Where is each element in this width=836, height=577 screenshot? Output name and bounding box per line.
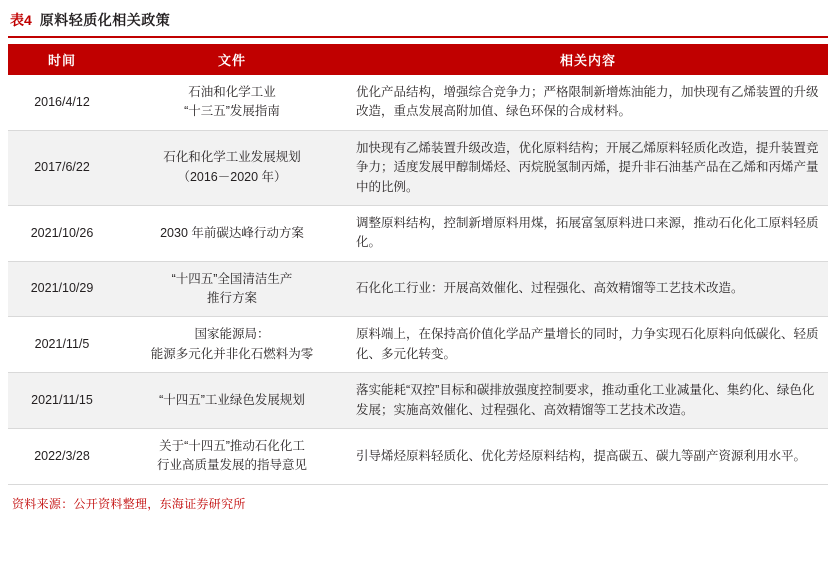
table-row xyxy=(8,317,828,373)
cell-document xyxy=(116,205,348,261)
policy-table xyxy=(8,44,828,485)
cell-document xyxy=(116,75,348,130)
document-line: 推行方案 xyxy=(206,291,257,305)
document-line: 2030 年前碳达峰行动方案 xyxy=(160,225,304,240)
cell-time: 2021/10/29 xyxy=(8,261,116,317)
table-header-row xyxy=(8,44,828,75)
document-line: “十四五”工业绿色发展规划 xyxy=(159,392,305,407)
document-line: “十四五”全国清洁生产 xyxy=(171,271,293,286)
cell-content: 调整原料结构，控制新增原料用煤，拓展富氢原料进口来源，推动石化化工原料轻质化。 xyxy=(348,205,828,261)
cell-time: 2022/3/28 xyxy=(8,428,116,484)
cell-content: 优化产品结构，增强综合竞争力；严格限制新增炼油能力，加快现有乙烯装置的升级改造，重点发展高附加值、绿色环保的合成材料。 xyxy=(348,75,828,130)
document-line: 行业高质量发展的指导意见 xyxy=(156,458,307,473)
table-row xyxy=(8,75,828,130)
table-row xyxy=(8,205,828,261)
cell-content: 落实能耗“双控”目标和碳排放强度控制要求，推动重化工业减量化、集约化、绿色化发展；实施高效催化、过程强化、高效精馏等工艺技术改造。 xyxy=(348,373,828,429)
cell-time: 2021/10/26 xyxy=(8,205,116,261)
cell-document xyxy=(116,317,348,373)
column-header-document: 文件 xyxy=(116,44,348,75)
cell-time: 2021/11/5 xyxy=(8,317,116,373)
document-line: “十三五”发展指南 xyxy=(184,104,280,119)
cell-time: 2016/4/12 xyxy=(8,75,116,130)
cell-content: 引导烯烃原料轻质化、优化芳烃原料结构，提高碳五、碳九等副产资源利用水平。 xyxy=(348,428,828,484)
cell-document xyxy=(116,428,348,484)
table-row xyxy=(8,261,828,317)
document-line: 石化和化学工业发展规划 xyxy=(163,150,301,165)
table-row xyxy=(8,373,828,429)
cell-content: 石化化工行业：开展高效催化、过程强化、高效精馏等工艺技术改造。 xyxy=(348,261,828,317)
document-line: 石油和化学工业 xyxy=(188,85,276,99)
figure-number: 表4 xyxy=(10,12,32,28)
figure-title-text: 原料轻质化相关政策 xyxy=(39,12,171,28)
document-line: 关于“十四五”推动石化化工 xyxy=(159,438,305,453)
document-line: （2016－2020 年） xyxy=(177,169,287,184)
source-note: 资料来源：公开资料整理，东海证券研究所 xyxy=(12,496,246,511)
column-header-content: 相关内容 xyxy=(348,44,828,75)
document-line: 能源多元化并非化石燃料为零 xyxy=(150,346,314,361)
cell-document xyxy=(116,130,348,205)
cell-content: 加快现有乙烯装置升级改造，优化原料结构；开展乙烯原料轻质化改造，提升装置竞争力；适度发展甲醇制烯烃、丙烷脱氢制丙烯，提升非石油基产品在乙烯和丙烯产量中的比例。 xyxy=(348,130,828,205)
cell-document xyxy=(116,373,348,429)
cell-content: 原料端上，在保持高价值化学品产量增长的同时，力争实现石化原料向低碳化、轻质化、多元化转变。 xyxy=(348,317,828,373)
document-line: 国家能源局： xyxy=(194,327,270,342)
table-row xyxy=(8,428,828,484)
table-header xyxy=(8,44,828,75)
table-body xyxy=(8,75,828,484)
cell-document xyxy=(116,261,348,317)
table-row xyxy=(8,130,828,205)
cell-time: 2017/6/22 xyxy=(8,130,116,205)
cell-time: 2021/11/15 xyxy=(8,373,116,429)
figure-title xyxy=(8,10,828,38)
column-header-time: 时间 xyxy=(8,44,116,75)
